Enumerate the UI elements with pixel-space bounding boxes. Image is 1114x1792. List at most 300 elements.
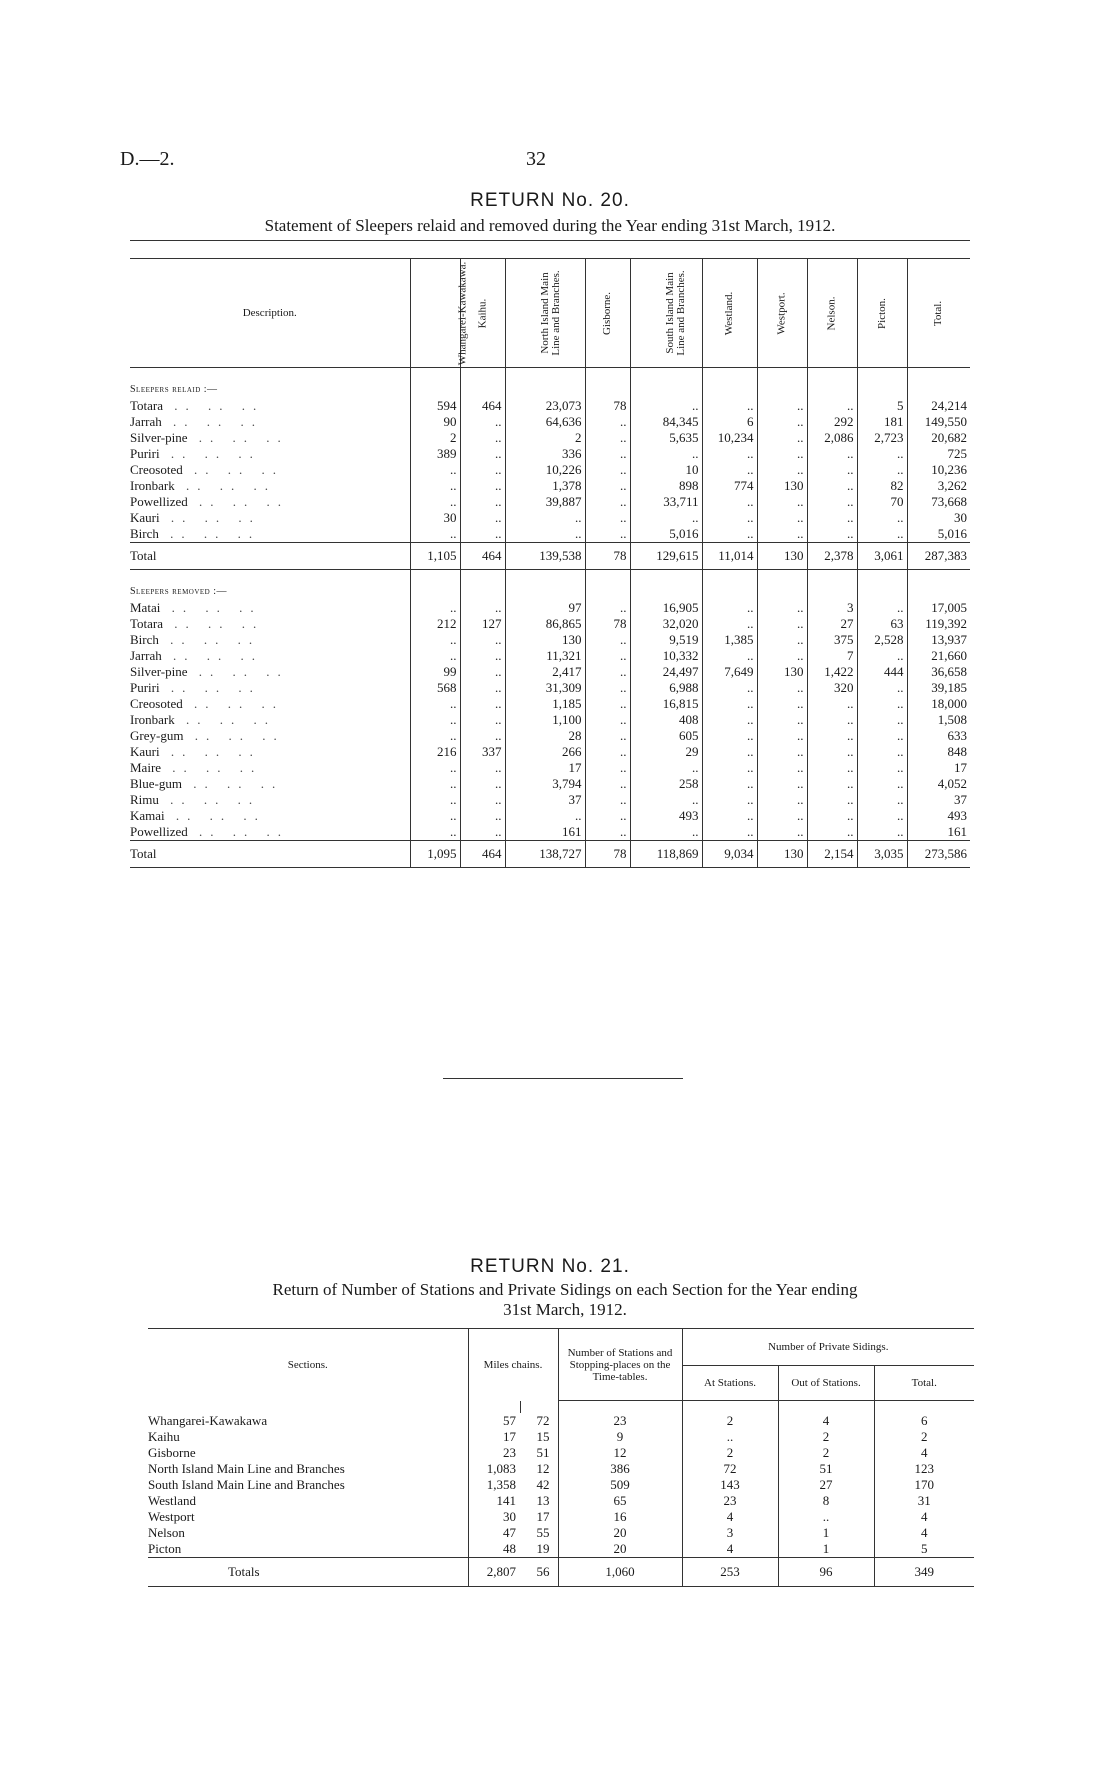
value-cell: ..	[630, 792, 702, 808]
value-cell: ..	[460, 478, 505, 494]
total-cell: 4	[874, 1509, 974, 1525]
value-cell: ..	[410, 712, 460, 728]
value-cell: 97	[505, 600, 585, 616]
stations-cell: 386	[558, 1461, 682, 1477]
value-cell: ..	[857, 696, 907, 712]
table-row	[130, 760, 970, 776]
value-cell: 130	[757, 543, 807, 570]
value-cell: ..	[757, 526, 807, 543]
row-label-text: Silver-pine	[130, 664, 188, 679]
out-cell: 1	[778, 1541, 874, 1558]
row-label-text: Creosoted	[130, 462, 183, 477]
chains-cell: 55	[536, 1525, 550, 1540]
table-row	[130, 526, 970, 543]
table-row	[130, 632, 970, 648]
value-cell: 389	[410, 446, 460, 462]
table-row	[130, 510, 970, 526]
row-label-text: Ironbark	[130, 478, 175, 493]
row-label	[130, 430, 410, 446]
value-cell: ..	[505, 526, 585, 543]
row-label	[130, 792, 410, 808]
return20-title: RETURN No. 20.	[470, 190, 630, 211]
value-cell: ..	[757, 808, 807, 824]
value-cell: 493	[630, 808, 702, 824]
return20-subtitle: Statement of Sleepers relaid and removed during the Year ending 31st March, 1912.	[264, 216, 836, 235]
stations-cell: 509	[558, 1477, 682, 1493]
value-cell: 2	[505, 430, 585, 446]
value-cell: ..	[757, 462, 807, 478]
row-label	[130, 841, 410, 868]
out-cell: 1	[778, 1525, 874, 1541]
leader-dots: .. .. ..	[163, 616, 265, 631]
row-label-text: North Island Main Line and Branches	[148, 1461, 345, 1476]
row-label	[130, 414, 410, 430]
row-label	[130, 712, 410, 728]
value-cell: ..	[585, 600, 630, 616]
value-cell: ..	[585, 744, 630, 760]
value-cell: 898	[630, 478, 702, 494]
value-cell: 29	[630, 744, 702, 760]
col-out-of-stations: Out of Stations.	[778, 1366, 874, 1401]
row-label-text: Puriri	[130, 680, 160, 695]
value-cell: 1,378	[505, 478, 585, 494]
table-row	[130, 414, 970, 430]
value-cell: ..	[807, 462, 857, 478]
row-label	[130, 696, 410, 712]
value-cell: 6,988	[630, 680, 702, 696]
row-label	[130, 398, 410, 414]
value-cell: ..	[702, 744, 757, 760]
value-cell: 1,385	[702, 632, 757, 648]
value-cell: ..	[857, 824, 907, 841]
value-cell: 633	[907, 728, 970, 744]
row-label-text: Birch	[130, 526, 159, 541]
value-cell: 78	[585, 398, 630, 414]
value-cell: ..	[460, 510, 505, 526]
row-label	[148, 1429, 468, 1445]
value-cell: 24,214	[907, 398, 970, 414]
row-label-text: Powellized	[130, 824, 188, 839]
value-cell: 3,262	[907, 478, 970, 494]
value-cell: 21,660	[907, 648, 970, 664]
col-whangarei: Whangarei-Kawakawa.	[410, 259, 460, 368]
value-cell: ..	[460, 792, 505, 808]
value-cell: ..	[460, 696, 505, 712]
value-cell: ..	[757, 600, 807, 616]
table-row	[148, 1445, 974, 1461]
value-cell: 464	[460, 841, 505, 868]
col-private-sidings: Number of Private Sidings.	[682, 1329, 974, 1366]
table-row	[130, 744, 970, 760]
value-cell: 30	[410, 510, 460, 526]
value-cell: ..	[857, 712, 907, 728]
value-cell: ..	[857, 510, 907, 526]
value-cell: ..	[410, 760, 460, 776]
table-row	[148, 1429, 974, 1445]
row-label-text: Total	[130, 846, 157, 861]
row-label-text: Blue-gum	[130, 776, 182, 791]
value-cell: 774	[702, 478, 757, 494]
value-cell: ..	[410, 478, 460, 494]
relaid-heading: Sleepers relaid :—	[130, 384, 218, 395]
col-total: Total.	[907, 259, 970, 368]
leader-dots: .. .. ..	[164, 808, 266, 823]
value-cell: ..	[757, 648, 807, 664]
value-cell: 17,005	[907, 600, 970, 616]
at-cell: 23	[682, 1493, 778, 1509]
table-row	[130, 462, 970, 478]
value-cell: 181	[857, 414, 907, 430]
row-label-text: Creosoted	[130, 696, 183, 711]
value-cell: 10,234	[702, 430, 757, 446]
stations-cell: 20	[558, 1525, 682, 1541]
value-cell: 408	[630, 712, 702, 728]
value-cell: 266	[505, 744, 585, 760]
table-row	[148, 1477, 974, 1493]
value-cell: ..	[757, 696, 807, 712]
row-label	[148, 1558, 468, 1587]
removed-heading: Sleepers removed :—	[130, 586, 228, 597]
value-cell: 464	[460, 543, 505, 570]
row-label	[148, 1509, 468, 1525]
value-cell: ..	[702, 808, 757, 824]
row-label	[130, 446, 410, 462]
value-cell: ..	[857, 648, 907, 664]
col-westland: Westland.	[702, 259, 757, 368]
total-cell: 31	[874, 1493, 974, 1509]
value-cell: ..	[757, 712, 807, 728]
value-cell: ..	[807, 696, 857, 712]
row-label	[130, 494, 410, 510]
value-cell: ..	[757, 414, 807, 430]
leader-dots: .. .. ..	[159, 680, 261, 695]
value-cell: 3,061	[857, 543, 907, 570]
value-cell: 161	[505, 824, 585, 841]
row-label-text: Ironbark	[130, 712, 175, 727]
value-cell: ..	[630, 824, 702, 841]
value-cell: ..	[585, 824, 630, 841]
value-cell: ..	[585, 728, 630, 744]
value-cell: ..	[807, 494, 857, 510]
row-label	[130, 664, 410, 680]
value-cell: ..	[460, 664, 505, 680]
value-cell: ..	[857, 760, 907, 776]
out-cell: 96	[778, 1558, 874, 1587]
value-cell: 138,727	[505, 841, 585, 868]
row-label	[148, 1493, 468, 1509]
value-cell: 493	[907, 808, 970, 824]
value-cell: ..	[585, 776, 630, 792]
leader-dots: .. .. ..	[160, 600, 262, 615]
value-cell: 18,000	[907, 696, 970, 712]
value-cell: 130	[757, 664, 807, 680]
row-label	[130, 680, 410, 696]
total-cell: 123	[874, 1461, 974, 1477]
value-cell: 10,236	[907, 462, 970, 478]
value-cell: 1,095	[410, 841, 460, 868]
value-cell: ..	[807, 824, 857, 841]
row-label-text: Puriri	[130, 446, 160, 461]
value-cell: ..	[460, 680, 505, 696]
value-cell: ..	[585, 462, 630, 478]
value-cell: ..	[757, 398, 807, 414]
value-cell: ..	[630, 510, 702, 526]
value-cell: 2,723	[857, 430, 907, 446]
col-sidings-total: Total.	[874, 1366, 974, 1401]
leader-dots: .. .. ..	[163, 398, 265, 413]
row-label-text: Silver-pine	[130, 430, 188, 445]
table-row	[148, 1493, 974, 1509]
leader-dots: .. .. ..	[158, 526, 261, 541]
value-cell: 7,649	[702, 664, 757, 680]
value-cell: ..	[757, 680, 807, 696]
miles-cell: 47	[468, 1525, 520, 1541]
value-cell: 20,682	[907, 430, 970, 446]
value-cell: ..	[857, 600, 907, 616]
out-cell: 51	[778, 1461, 874, 1477]
col-miles-chains: Miles chains.	[468, 1329, 558, 1401]
value-cell: 464	[460, 398, 505, 414]
row-label-text: Rimu	[130, 792, 159, 807]
value-cell: ..	[585, 760, 630, 776]
value-cell: 32,020	[630, 616, 702, 632]
value-cell: ..	[460, 600, 505, 616]
value-cell: ..	[702, 494, 757, 510]
out-cell: 27	[778, 1477, 874, 1493]
value-cell: ..	[585, 680, 630, 696]
value-cell: ..	[807, 446, 857, 462]
miles-cell: 1,083	[468, 1461, 520, 1477]
leader-dots: .. .. ..	[158, 632, 261, 647]
total-row	[130, 543, 970, 570]
chains-cell: 15	[536, 1429, 550, 1444]
value-cell: ..	[757, 446, 807, 462]
value-cell: ..	[460, 430, 505, 446]
value-cell: ..	[702, 462, 757, 478]
at-cell: 3	[682, 1525, 778, 1541]
miles-cell: 30	[468, 1509, 520, 1525]
row-label	[130, 648, 410, 664]
miles-cell: 2,807	[468, 1558, 520, 1587]
value-cell: 725	[907, 446, 970, 462]
value-cell: 17	[505, 760, 585, 776]
row-label-text: Totara	[130, 616, 164, 631]
value-cell: 1,105	[410, 543, 460, 570]
value-cell: 3,035	[857, 841, 907, 868]
value-cell: 118,869	[630, 841, 702, 868]
value-cell: ..	[757, 616, 807, 632]
table-row	[130, 446, 970, 462]
at-cell: 4	[682, 1509, 778, 1525]
value-cell: 161	[907, 824, 970, 841]
chains-cell: 51	[536, 1445, 550, 1460]
col-kaihu: Kaihu.	[460, 259, 505, 368]
value-cell: ..	[585, 526, 630, 543]
value-cell: ..	[807, 712, 857, 728]
miles-cell: 141	[468, 1493, 520, 1509]
at-cell: ..	[682, 1429, 778, 1445]
row-label	[130, 728, 410, 744]
leader-dots: .. .. ..	[187, 824, 290, 839]
row-label	[148, 1477, 468, 1493]
value-cell: ..	[410, 632, 460, 648]
value-cell: 23,073	[505, 398, 585, 414]
value-cell: ..	[702, 792, 757, 808]
total-cell: 170	[874, 1477, 974, 1493]
value-cell: 5	[857, 398, 907, 414]
value-cell: ..	[460, 414, 505, 430]
total-cell: 6	[874, 1413, 974, 1429]
value-cell: ..	[585, 494, 630, 510]
table-row	[130, 398, 970, 414]
stations-cell: 20	[558, 1541, 682, 1558]
col-at-stations: At Stations.	[682, 1366, 778, 1401]
row-label	[130, 632, 410, 648]
row-label-text: Picton	[148, 1541, 182, 1556]
table-row	[130, 792, 970, 808]
col-westport: Westport.	[757, 259, 807, 368]
table-row	[130, 776, 970, 792]
value-cell: 292	[807, 414, 857, 430]
value-cell: ..	[460, 712, 505, 728]
value-cell: 2,154	[807, 841, 857, 868]
value-cell: 2,086	[807, 430, 857, 446]
at-cell: 2	[682, 1413, 778, 1429]
out-cell: 8	[778, 1493, 874, 1509]
miles-cell: 17	[468, 1429, 520, 1445]
row-label	[130, 824, 410, 841]
value-cell: ..	[857, 792, 907, 808]
value-cell: ..	[585, 478, 630, 494]
value-cell: ..	[807, 776, 857, 792]
value-cell: 37	[505, 792, 585, 808]
value-cell: ..	[460, 760, 505, 776]
table-row	[130, 824, 970, 841]
value-cell: ..	[460, 728, 505, 744]
row-label-text: Powellized	[130, 494, 188, 509]
table-row	[130, 478, 970, 494]
value-cell: ..	[410, 728, 460, 744]
value-cell: ..	[410, 776, 460, 792]
value-cell: 6	[702, 414, 757, 430]
value-cell: ..	[410, 808, 460, 824]
value-cell: 444	[857, 664, 907, 680]
value-cell: ..	[702, 398, 757, 414]
value-cell: 129,615	[630, 543, 702, 570]
leader-dots: .. .. ..	[182, 462, 284, 477]
row-label-text: Jarrah	[130, 414, 162, 429]
value-cell: ..	[702, 728, 757, 744]
value-cell: ..	[460, 632, 505, 648]
value-cell: ..	[702, 510, 757, 526]
value-cell: ..	[460, 526, 505, 543]
value-cell: 10,332	[630, 648, 702, 664]
row-label	[148, 1461, 468, 1477]
col-description: Description.	[130, 259, 410, 368]
value-cell: 127	[460, 616, 505, 632]
total-cell: 4	[874, 1525, 974, 1541]
value-cell: 39,887	[505, 494, 585, 510]
value-cell: ..	[585, 808, 630, 824]
value-cell: ..	[857, 526, 907, 543]
col-north-island: North Island Main Line and Branches.	[505, 259, 585, 368]
value-cell: 90	[410, 414, 460, 430]
value-cell: ..	[757, 494, 807, 510]
value-cell: 2,378	[807, 543, 857, 570]
stations-cell: 65	[558, 1493, 682, 1509]
value-cell: ..	[857, 808, 907, 824]
value-cell: ..	[585, 446, 630, 462]
table-row	[148, 1541, 974, 1558]
value-cell: ..	[702, 776, 757, 792]
row-label	[130, 616, 410, 632]
value-cell: ..	[410, 462, 460, 478]
value-cell: 9,034	[702, 841, 757, 868]
value-cell: 375	[807, 632, 857, 648]
value-cell: 13,937	[907, 632, 970, 648]
value-cell: ..	[702, 824, 757, 841]
leader-dots: .. .. ..	[187, 430, 289, 445]
value-cell: ..	[757, 728, 807, 744]
value-cell: ..	[460, 648, 505, 664]
row-label	[130, 776, 410, 792]
value-cell: 848	[907, 744, 970, 760]
value-cell: ..	[410, 526, 460, 543]
return21-subtitle-line2: 31st March, 1912.	[503, 1300, 627, 1319]
stations-cell: 12	[558, 1445, 682, 1461]
stations-cell: 23	[558, 1413, 682, 1429]
row-label-text: Kaihu	[148, 1429, 180, 1444]
value-cell: 5,016	[630, 526, 702, 543]
value-cell: ..	[410, 824, 460, 841]
at-cell: 72	[682, 1461, 778, 1477]
leader-dots: .. .. ..	[158, 792, 261, 807]
value-cell: ..	[757, 776, 807, 792]
value-cell: ..	[857, 446, 907, 462]
value-cell: 16,815	[630, 696, 702, 712]
row-label-text: Matai	[130, 600, 161, 615]
value-cell: ..	[702, 446, 757, 462]
miles-cell: 48	[468, 1541, 520, 1558]
value-cell: ..	[702, 648, 757, 664]
table-row	[130, 808, 970, 824]
row-label	[148, 1541, 468, 1558]
value-cell: 3,794	[505, 776, 585, 792]
value-cell: ..	[807, 478, 857, 494]
at-cell: 143	[682, 1477, 778, 1493]
value-cell: ..	[585, 632, 630, 648]
value-cell: ..	[807, 760, 857, 776]
return20-table	[130, 258, 970, 868]
chains-cell: 56	[520, 1558, 558, 1587]
value-cell: ..	[702, 696, 757, 712]
table-row	[148, 1509, 974, 1525]
value-cell: 3	[807, 600, 857, 616]
value-cell: ..	[757, 760, 807, 776]
table-row	[130, 430, 970, 446]
leader-dots: .. .. ..	[161, 760, 263, 775]
totals-row	[148, 1558, 974, 1587]
value-cell: ..	[807, 398, 857, 414]
return20-header-row	[130, 259, 970, 368]
value-cell: 212	[410, 616, 460, 632]
table-row	[130, 616, 970, 632]
value-cell: ..	[410, 792, 460, 808]
value-cell: 31,309	[505, 680, 585, 696]
value-cell: ..	[757, 824, 807, 841]
row-label-text: Kauri	[130, 510, 160, 525]
leader-dots: .. .. ..	[182, 776, 284, 791]
